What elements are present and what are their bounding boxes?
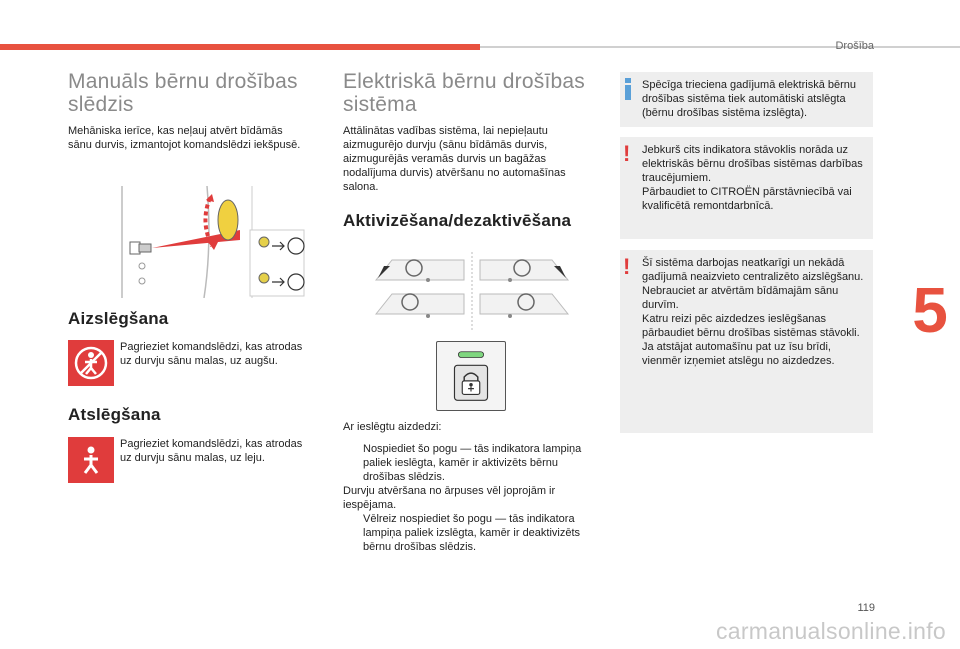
- lock-heading: Aizslēgšana: [68, 309, 169, 328]
- manual-lock-intro: Mehāniska ierīce, kas neļauj atvērt bīdāmās sānu durvis, izmantojot komandslēdzi iekšpusē.: [68, 125, 301, 151]
- child-unlock-icon: [68, 437, 114, 483]
- step-1-note: Durvju atvēršana no ārpuses vēl joprojām ir iespējama.: [343, 485, 556, 511]
- page-number: 119: [857, 602, 875, 614]
- manual-lock-title: Manuāls bērnu drošības slēdzis: [68, 70, 298, 116]
- header-accent-bar: [0, 44, 480, 50]
- door-sides-illustration: [372, 252, 572, 330]
- info-icon: [623, 78, 633, 100]
- bullet-icon: [343, 442, 363, 484]
- warning-icon: !: [623, 141, 631, 166]
- warning-2-text: Šī sistēma darbojas neatkarīgi un nekādā gadījumā neaizvieto centralizēto aizslēgšanu. Nebrauciet ar atvērtām bīdāmajām sānu durvīm. Katru reizi pēc aizdedzes ieslēgšanas pārbaudiet bērnu drošības sistēmas stāvokli. Ja atstājat automašīnu pat uz īsu brīdi, vienmēr izņemiet atslēgu no aizdedzes.: [642, 257, 864, 367]
- warning-1-text: Jebkurš cits indikatora stāvoklis norāda uz elektriskās bērnu drošības sistēmas darbības traucējumiem. Pārbaudiet to CITROËN pārstāvniecībā vai kvalificētā remontdarbnīcā.: [642, 144, 863, 212]
- header-rule: [480, 46, 960, 48]
- chapter-tab: [900, 270, 960, 350]
- info-box: [620, 72, 873, 127]
- activation-heading: Aktivizēšana/dezaktivēšana: [343, 211, 572, 230]
- door-lock-illustration: [112, 186, 307, 298]
- unlock-text: Pagrieziet komandslēdzi, kas atrodas uz durvju sānu malas, uz leju.: [120, 438, 303, 464]
- activation-steps: [343, 420, 598, 554]
- step-1-text: Nospiediet šo pogu — tās indikatora lampiņa paliek ieslēgta, kamēr ir aktivizēts bērnu drošības slēdzis.: [363, 443, 582, 483]
- section-title: Drošība: [835, 40, 874, 52]
- lock-text: Pagrieziet komandslēdzi, kas atrodas uz durvju sānu malas, uz augšu.: [120, 341, 303, 367]
- unlock-heading: Atslēgšana: [68, 405, 161, 424]
- warning-box-2: [620, 250, 873, 433]
- electric-lock-intro: Attālinātas vadības sistēma, lai nepieļautu aizmugurējo durvju (sānu bīdāmās durvis, aizmugurējās veramās durvis un bagāžas nodalījuma durvis) atvēršanu no automašīnas salona.: [343, 125, 566, 193]
- ignition-on-text: Ar ieslēgtu aizdedzi:: [343, 421, 442, 433]
- step-2-text: Vēlreiz nospiediet šo pogu — tās indikatora lampiņa paliek izslēgta, kamēr ir deaktivizēts bērnu drošības slēdzis.: [363, 513, 581, 553]
- step-1: [343, 442, 598, 484]
- child-lock-icon: [68, 340, 114, 386]
- step-2: [343, 512, 598, 554]
- warning-icon: !: [623, 254, 631, 279]
- chapter-number: 5: [912, 274, 948, 346]
- info-text: Spēcīga trieciena gadījumā elektriskā bērnu drošības sistēma tiek automātiski atslēgta (bērnu drošības sistēma izslēgta).: [642, 79, 857, 119]
- bullet-icon: [343, 512, 363, 554]
- electric-lock-title: Elektriskā bērnu drošības sistēma: [343, 70, 585, 116]
- watermark: carmanualsonline.info: [715, 618, 946, 644]
- child-lock-button-icon: [436, 341, 506, 411]
- warning-box-1: [620, 137, 873, 239]
